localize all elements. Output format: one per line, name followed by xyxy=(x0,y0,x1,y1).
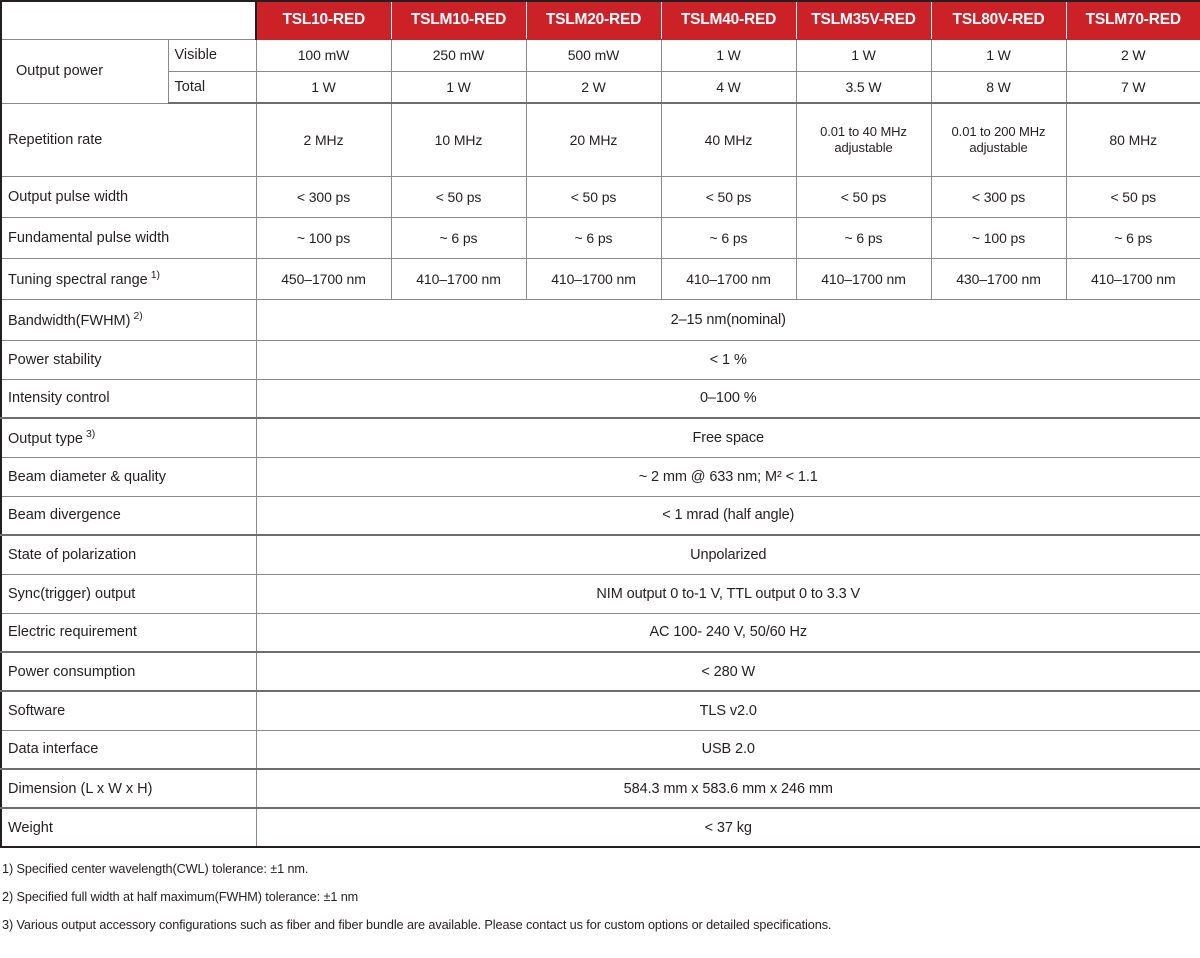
row-label-power-consumption: Power consumption xyxy=(1,652,256,691)
cell-dimension-merged: 584.3 mm x 583.6 mm x 246 mm xyxy=(256,769,1200,808)
cell-sync-trigger-output-merged: NIM output 0 to-1 V, TTL output 0 to 3.3 V xyxy=(256,574,1200,613)
cell-bandwidth-merged: 2–15 nm(nominal) xyxy=(256,299,1200,340)
cell-repetition-rate-6: 0.01 to 200 MHz adjustable xyxy=(931,103,1066,176)
cell-tuning-spectral-range-6: 430–1700 nm xyxy=(931,258,1066,299)
cell-tuning-spectral-range-4: 410–1700 nm xyxy=(661,258,796,299)
cell-tuning-spectral-range-5: 410–1700 nm xyxy=(796,258,931,299)
cell-output-pulse-width-3: < 50 ps xyxy=(526,176,661,217)
table-row xyxy=(1,418,1200,457)
cell-power-consumption-merged: < 280 W xyxy=(256,652,1200,691)
cell-output-power-total-6: 8 W xyxy=(931,71,1066,103)
cell-output-power-total-2: 1 W xyxy=(391,71,526,103)
sub-label-visible: Visible xyxy=(168,39,256,71)
cell-electric-requirement-merged: AC 100- 240 V, 50/60 Hz xyxy=(256,613,1200,652)
cell-intensity-control-merged: 0–100 % xyxy=(256,379,1200,418)
row-label-data-interface: Data interface xyxy=(1,730,256,769)
row-label-beam-diameter-quality: Beam diameter & quality xyxy=(1,457,256,496)
table-row xyxy=(1,496,1200,535)
column-header-model-4: TSLM40-RED xyxy=(661,1,796,39)
cell-state-of-polarization-merged: Unpolarized xyxy=(256,535,1200,574)
row-label-dimension: Dimension (L x W x H) xyxy=(1,769,256,808)
table-body xyxy=(1,39,1200,847)
cell-fundamental-pulse-width-1: ~ 100 ps xyxy=(256,217,391,258)
cell-repetition-rate-2: 10 MHz xyxy=(391,103,526,176)
cell-beam-divergence-merged: < 1 mrad (half angle) xyxy=(256,496,1200,535)
table-row xyxy=(1,39,1200,71)
table-row xyxy=(1,71,1200,103)
header-row xyxy=(1,1,1200,39)
column-header-model-3: TSLM20-RED xyxy=(526,1,661,39)
table-row xyxy=(1,258,1200,299)
row-label-sync-trigger-output: Sync(trigger) output xyxy=(1,574,256,613)
table-row xyxy=(1,299,1200,340)
footnote-marker-3: 3) xyxy=(85,428,96,441)
cell-output-power-visible-4: 1 W xyxy=(661,39,796,71)
column-header-model-6: TSL80V-RED xyxy=(931,1,1066,39)
column-header-model-1: TSL10-RED xyxy=(256,1,391,39)
row-label-power-stability: Power stability xyxy=(1,340,256,379)
column-header-model-2: TSLM10-RED xyxy=(391,1,526,39)
table-header xyxy=(1,1,1200,39)
row-label-repetition-rate: Repetition rate xyxy=(1,103,256,176)
row-label-text: Tuning spectral range xyxy=(8,271,148,288)
table-row xyxy=(1,217,1200,258)
cell-software-merged: TLS v2.0 xyxy=(256,691,1200,730)
row-label-fundamental-pulse-width: Fundamental pulse width xyxy=(1,217,256,258)
cell-output-power-visible-2: 250 mW xyxy=(391,39,526,71)
cell-output-power-visible-6: 1 W xyxy=(931,39,1066,71)
cell-power-stability-merged: < 1 % xyxy=(256,340,1200,379)
cell-output-power-total-3: 2 W xyxy=(526,71,661,103)
table-row xyxy=(1,691,1200,730)
row-label-electric-requirement: Electric requirement xyxy=(1,613,256,652)
table-row xyxy=(1,808,1200,847)
cell-output-power-visible-1: 100 mW xyxy=(256,39,391,71)
cell-data-interface-merged: USB 2.0 xyxy=(256,730,1200,769)
table-row xyxy=(1,769,1200,808)
cell-beam-diameter-quality-merged: ~ 2 mm @ 633 nm; M² < 1.1 xyxy=(256,457,1200,496)
column-header-model-7: TSLM70-RED xyxy=(1066,1,1200,39)
cell-fundamental-pulse-width-2: ~ 6 ps xyxy=(391,217,526,258)
cell-output-pulse-width-2: < 50 ps xyxy=(391,176,526,217)
cell-output-power-total-4: 4 W xyxy=(661,71,796,103)
table-row xyxy=(1,535,1200,574)
cell-output-power-total-7: 7 W xyxy=(1066,71,1200,103)
table-row xyxy=(1,730,1200,769)
cell-output-pulse-width-6: < 300 ps xyxy=(931,176,1066,217)
cell-tuning-spectral-range-7: 410–1700 nm xyxy=(1066,258,1200,299)
row-label-intensity-control: Intensity control xyxy=(1,379,256,418)
cell-tuning-spectral-range-2: 410–1700 nm xyxy=(391,258,526,299)
cell-tuning-spectral-range-1: 450–1700 nm xyxy=(256,258,391,299)
cell-repetition-rate-3: 20 MHz xyxy=(526,103,661,176)
row-label-output-type xyxy=(1,418,256,457)
row-label-software: Software xyxy=(1,691,256,730)
cell-output-pulse-width-4: < 50 ps xyxy=(661,176,796,217)
table-row xyxy=(1,103,1200,176)
cell-weight-merged: < 37 kg xyxy=(256,808,1200,847)
cell-fundamental-pulse-width-5: ~ 6 ps xyxy=(796,217,931,258)
footnote-marker-1: 1) xyxy=(150,269,161,282)
cell-output-pulse-width-7: < 50 ps xyxy=(1066,176,1200,217)
cell-output-power-visible-3: 500 mW xyxy=(526,39,661,71)
cell-output-type-merged: Free space xyxy=(256,418,1200,457)
cell-output-power-visible-5: 1 W xyxy=(796,39,931,71)
table-row xyxy=(1,574,1200,613)
row-label-text: Bandwidth(FWHM) xyxy=(8,312,131,329)
column-header-model-5: TSLM35V-RED xyxy=(796,1,931,39)
row-label-output-power: Output power xyxy=(1,39,168,103)
table-row xyxy=(1,613,1200,652)
row-label-text: Output type xyxy=(8,431,83,448)
sub-label-total: Total xyxy=(168,71,256,103)
footnote-marker-2: 2) xyxy=(133,310,143,323)
footnote-3: 3) Various output accessory configurations such as fiber and fiber bundle are available. Please contact us for custom options or detailed specifications. xyxy=(2,918,832,932)
cell-output-pulse-width-1: < 300 ps xyxy=(256,176,391,217)
cell-tuning-spectral-range-3: 410–1700 nm xyxy=(526,258,661,299)
table-row xyxy=(1,457,1200,496)
table-row xyxy=(1,379,1200,418)
table-row xyxy=(1,340,1200,379)
table-row xyxy=(1,652,1200,691)
footnote-1: 1) Specified center wavelength(CWL) tolerance: ±1 nm. xyxy=(2,862,309,876)
cell-repetition-rate-5: 0.01 to 40 MHz adjustable xyxy=(796,103,931,176)
table-row xyxy=(1,176,1200,217)
cell-fundamental-pulse-width-3: ~ 6 ps xyxy=(526,217,661,258)
row-label-tuning-spectral-range xyxy=(1,258,256,299)
row-label-beam-divergence: Beam divergence xyxy=(1,496,256,535)
header-corner xyxy=(1,1,256,39)
cell-repetition-rate-1: 2 MHz xyxy=(256,103,391,176)
cell-repetition-rate-4: 40 MHz xyxy=(661,103,796,176)
cell-output-power-total-5: 3.5 W xyxy=(796,71,931,103)
cell-output-power-total-1: 1 W xyxy=(256,71,391,103)
row-label-weight: Weight xyxy=(1,808,256,847)
row-label-state-of-polarization: State of polarization xyxy=(1,535,256,574)
cell-output-power-visible-7: 2 W xyxy=(1066,39,1200,71)
footnotes xyxy=(0,862,1200,932)
cell-repetition-rate-7: 80 MHz xyxy=(1066,103,1200,176)
cell-fundamental-pulse-width-6: ~ 100 ps xyxy=(931,217,1066,258)
cell-fundamental-pulse-width-4: ~ 6 ps xyxy=(661,217,796,258)
cell-fundamental-pulse-width-7: ~ 6 ps xyxy=(1066,217,1200,258)
cell-output-pulse-width-5: < 50 ps xyxy=(796,176,931,217)
footnote-2: 2) Specified full width at half maximum(FWHM) tolerance: ±1 nm xyxy=(2,890,359,904)
row-label-bandwidth xyxy=(1,299,256,340)
row-label-output-pulse-width: Output pulse width xyxy=(1,176,256,217)
